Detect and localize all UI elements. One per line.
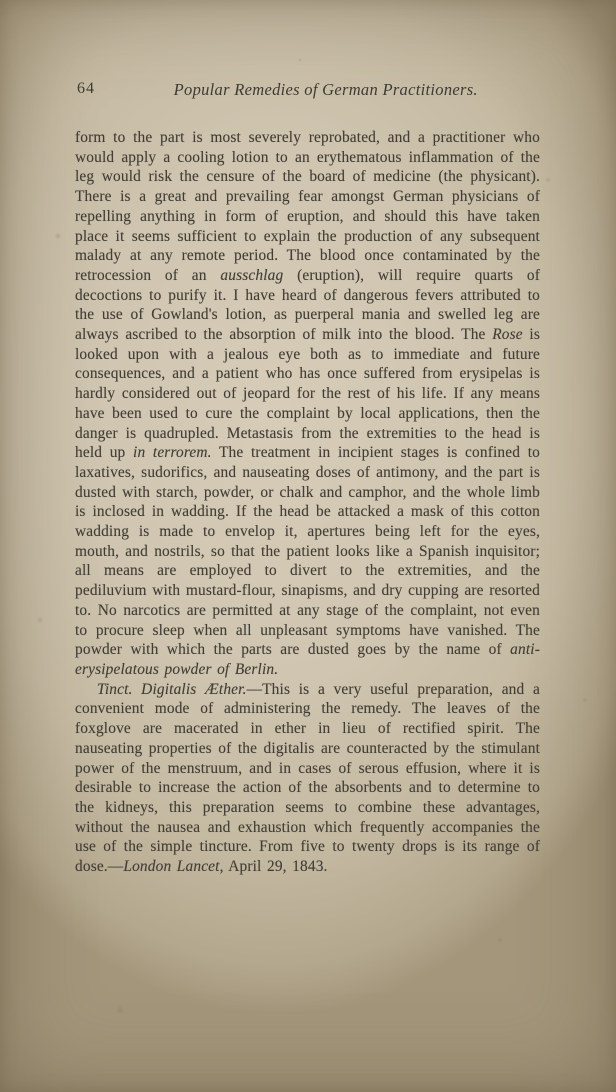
text-run: The treatment in incipient stages is confined to laxatives, sudorifics, and nauseating doses of antimony, and the part is dusted with starch, powder, or chalk and camphor, and the whole limb is inclosed in wadding. If the head be attacked a mask of this cotton wadding is made to envelop it, apertures being left for the eyes, mouth, and nostrils, so that the patient looks like a Spanish inquisitor; all means are employed to divert to the extremities, and the pediluvium with mustard-flour, sinapisms, and dry cupping are resorted to. No narcotics are permitted at any stage of the complaint, not even to procure sleep when all unpleasant symptoms have vanished. The powder with which the parts are dusted goes by the name of (75, 444, 540, 659)
body-text (75, 128, 540, 877)
italic-text-run: Rose (492, 326, 523, 344)
italic-text-run: ausschlag (220, 266, 284, 284)
page-content (75, 80, 540, 877)
italic-text-run: London Lancet, (123, 858, 224, 876)
italic-text-run: Tinct. Digitalis Æther. (97, 680, 247, 698)
page-number: 64 (77, 80, 95, 97)
text-run: —This is a very useful preparation, and a convenient mode of administering the remedy. The leaves of the foxglove are macerated in ether in lieu of rectified spirit. The nauseating properties of the digitalis are counteracted by the stimulant power of the menstruum, and in cases of serous effusion, where it is desirable to increase the action of the absorbents and to determine to the kidneys, this preparation seems to combine these advantages, without the nausea and exhaustion which frequently accompanies the use of the simple tincture. From five to twenty drops is its range of dose.— (75, 680, 540, 876)
text-run: (eruption), will require quarts of decoctions to purify it. I have heard of dangerous fevers attributed to the use of Gowland's lotion, as puerperal mania and swelled leg are always ascribed to the absorption of milk into the blood. The (75, 266, 540, 344)
paragraph (75, 128, 540, 680)
paragraph (75, 680, 540, 877)
text-run: form to the part is most severely reprobated, and a practitioner who would apply a cooling lotion to an erythematous inflammation of the leg would risk the censure of the board of medicine (the physicant). There is a great and prevailing fear amongst German physicians of repelling anything in form of eruption, and should this have taken place it seems sufficient to explain the production of any subsequent malady at any remote period. The blood once contaminated by the retrocession of an (75, 129, 540, 284)
italic-text-run: anti-erysipelatous powder of Berlin. (75, 641, 540, 678)
text-run: is looked upon with a jealous eye both as to immediate and future consequences, and a patient who has once suffered from erysipelas is hardly considered out of jeopard for the rest of his life. If any means have been used to cure the complaint by local applications, then the danger is quadrupled. Metastasis from the extremities to the head is held up (75, 326, 540, 462)
italic-text-run: in terrorem. (133, 444, 212, 462)
text-run: April 29, 1843. (223, 858, 328, 876)
running-title: Popular Remedies of German Practitioners. (173, 80, 478, 99)
page-header (75, 80, 540, 102)
